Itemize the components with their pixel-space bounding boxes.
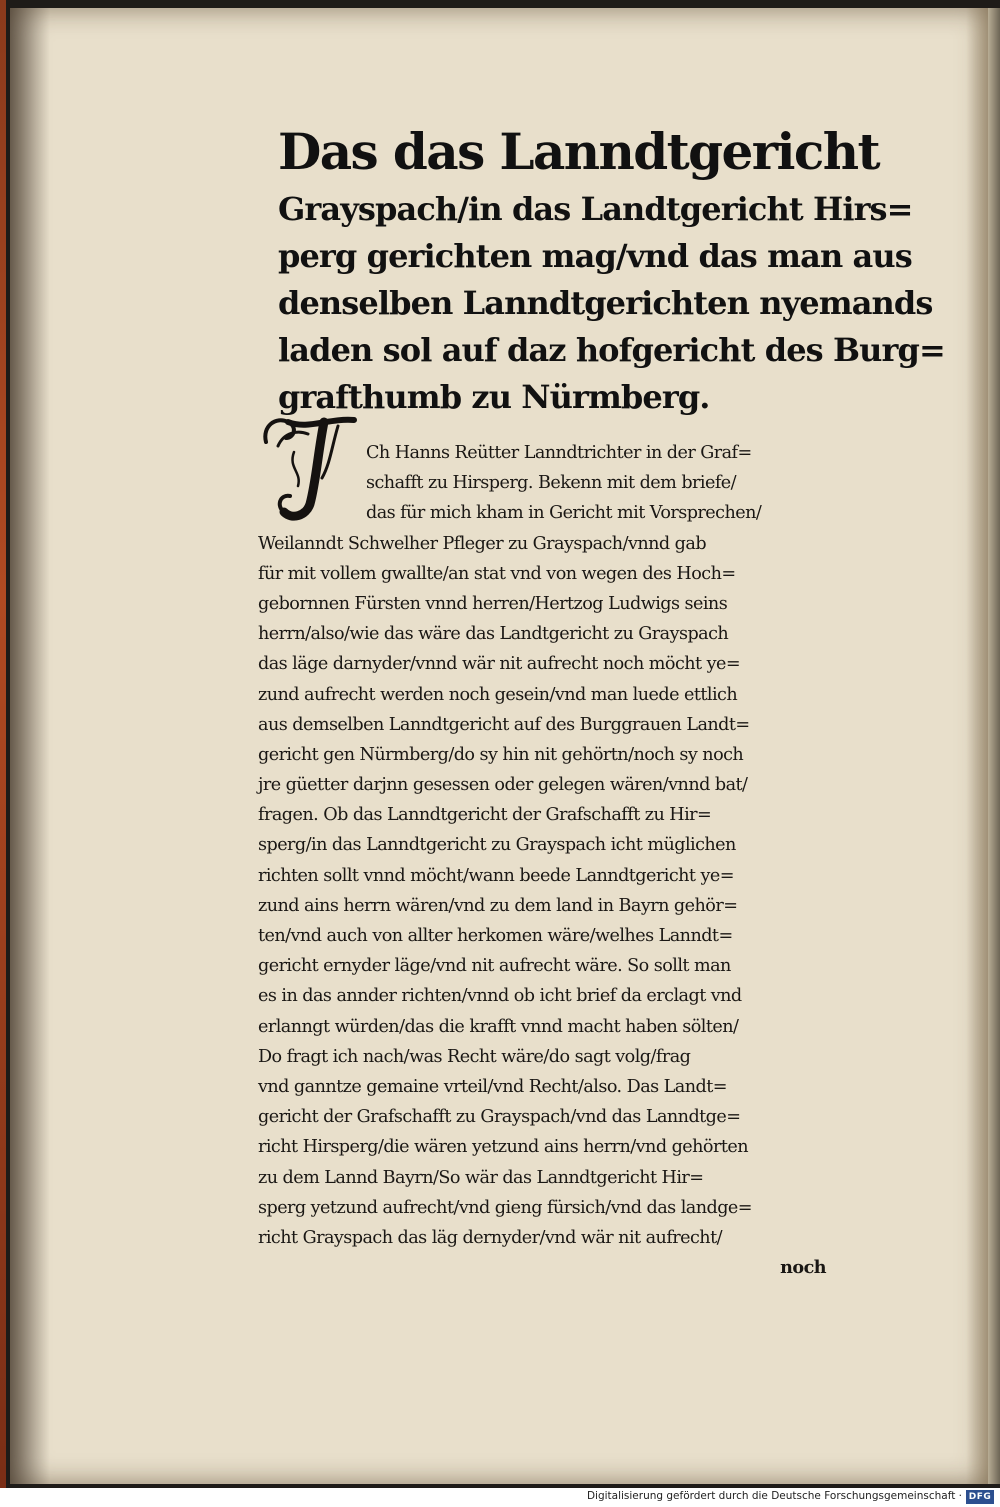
body-line-5: für mit vollem gwallte/an stat vnd von wegen des Hoch= [258,563,736,584]
body-line-15: richten sollt vnnd möcht/wann beede Lanndtgericht ye= [258,865,734,886]
body-line-13: fragen. Ob das Lanndtgericht der Grafschafft zu Hir= [258,805,712,826]
body-line-4: Weilanndt Schwelher Pfleger zu Grayspach/vnnd gab [258,533,707,554]
body-line-8: das läge darnyder/vnnd wär nit aufrecht noch möcht ye= [258,654,741,675]
body-line-11: gericht gen Nürmberg/do sy hin nit gehörtn/noch sy noch [258,744,744,765]
body-line-12: jre güetter darjnn gesessen oder gelegen wären/vnnd bat/ [258,775,748,796]
body-line-10: aus demselben Lanndtgericht auf des Burggrauen Landt= [258,714,750,735]
body-line-14: sperg/in das Lanndtgericht zu Grayspach icht müglichen [258,835,736,856]
heading-line-3: perg gerichten mag/vnd das man aus [278,237,912,275]
body-line-20: erlanngt würden/das die krafft vnnd macht haben sölten/ [258,1016,739,1037]
body-line-27: richt Grayspach das läg dernyder/vnd wär nit aufrecht/ [258,1227,722,1248]
heading-line-6: grafthumb zu Nürmberg. [278,378,710,416]
initial-letter-text: J [58,212,59,213]
page-heading [278,118,945,421]
body-line-25: zu dem Lannd Bayrn/So wär das Lanndtgericht Hir= [258,1167,704,1188]
scan-edge-strip [0,0,6,1488]
catchword: noch [780,1257,826,1279]
body-line-16: zund ains herrn wären/vnd zu dem land in Bayrn gehör= [258,895,738,916]
heading-line-5: laden sol auf daz hofgericht des Burg= [278,331,945,369]
footer-credit-text: Digitalisierung gefördert durch die Deutsche Forschungsgemeinschaft · [586,1490,962,1502]
body-text [258,438,830,1283]
body-line-26: sperg yetzund aufrecht/vnd gieng fürsich/vnd das landge= [258,1197,752,1218]
body-line-21: Do fragt ich nach/was Recht wäre/do sagt volg/frag [258,1046,691,1067]
body-line-18: gericht ernyder läge/vnd nit aufrecht wäre. So sollt man [258,956,731,977]
body-line-24: richt Hirsperg/die wären yetzund ains herrn/vnd gehörten [258,1137,749,1158]
body-line-6: gebornnen Fürsten vnnd herren/Hertzog Ludwigs seins [258,593,728,614]
body-line-23: gericht der Grafschafft zu Grayspach/vnd das Lanndtge= [258,1107,741,1128]
heading-line-4: denselben Lanndtgerichten nyemands [278,284,933,322]
body-line-19: es in das annder richten/vnnd ob icht brief da erclagt vnd [258,986,742,1007]
body-line-17: ten/vnd auch von allter herkomen wäre/welhes Lanndt= [258,926,733,946]
heading-line-1: Das das Lanndtgericht [278,122,879,181]
body-line-2: schafft zu Hirsperg. Bekenn mit dem briefe/ [366,473,737,494]
body-line-7: herrn/also/wie das wäre das Landtgericht zu Grayspach [258,624,729,645]
body-line-1: Ch Hanns Reütter Lanndtrichter in der Graf= [366,443,752,463]
body-line-9: zund aufrecht werden noch gesein/vnd man luede ettlich [258,684,738,705]
footer-bar [0,1488,1000,1507]
page-right-edge [988,8,1000,1484]
dfg-logo: DFG [966,1490,994,1504]
body-line-22: vnd ganntze gemaine vrteil/vnd Recht/also. Das Landt= [258,1076,727,1097]
body-line-3: das für mich kham in Gericht mit Vorsprechen/ [366,503,762,524]
heading-line-2: Grayspach/in das Landtgericht Hirs= [278,190,913,228]
